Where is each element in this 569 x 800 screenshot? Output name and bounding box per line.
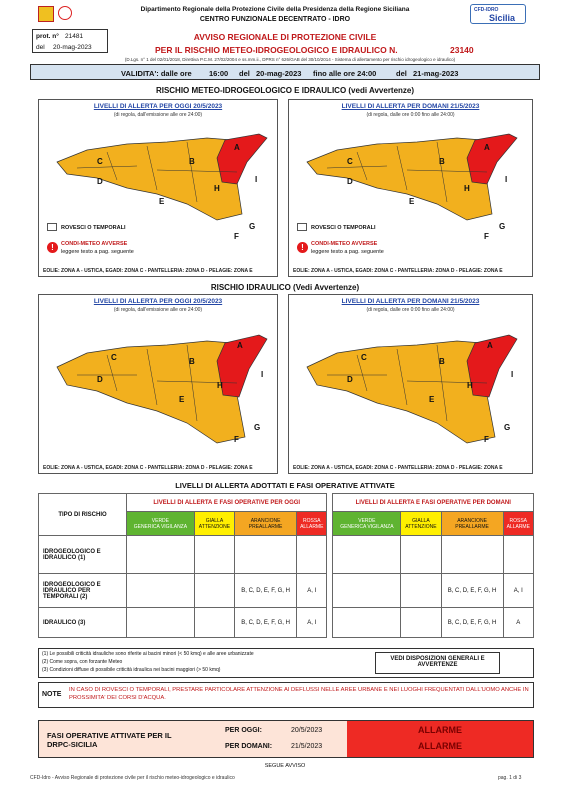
cell [333, 574, 401, 608]
legend-rovesci: ROVESCI O TEMPORALI [61, 225, 126, 231]
validita-label: VALIDITA': dalle ore [121, 69, 192, 78]
legend-rovesci: ROVESCI O TEMPORALI [311, 225, 376, 231]
tipo-header [39, 494, 127, 536]
footnote-1: (1) Le possibili criticità idrauliche sono riferite ai bacini minori (< 50 kmq) e alle aree urbanizzate [42, 651, 254, 657]
allarme-panel [347, 721, 533, 757]
map-subtitle: (di regola, dalle ore 0:00 fino alle 24:00) [366, 307, 455, 313]
col-bottom: GENERICA VIGILANZA [340, 523, 394, 530]
footnote-3: (3) Condizioni diffuse di possibile criticità idraulica nei bacini maggiori (> 50 kmq) [42, 667, 221, 673]
cell [127, 608, 195, 638]
footer-left: CFD-Idro - Avviso Regionale di protezione civile per il rischio meteo-idrogeologico e idraulico [30, 775, 235, 781]
validita-del1: del [239, 69, 250, 78]
map-title: LIVELLI DI ALLERTA PER OGGI 20/5/2023 [93, 298, 223, 305]
cell [401, 608, 441, 638]
legend-leggere: leggere testo a pag. seguente [311, 249, 384, 255]
vedi-disposizioni-link[interactable]: VEDI DISPOSIZIONI GENERALI E AVVERTENZE [375, 652, 500, 674]
zone-label-d: D [97, 177, 103, 186]
zone-label-a: A [487, 341, 493, 350]
cell: A, I [297, 608, 327, 638]
note-label: NOTE [42, 691, 62, 698]
fasi-oggi-value: ALLARME [418, 725, 462, 735]
col-gialla-oggi [194, 512, 234, 536]
col-top: ROSSA [303, 517, 321, 524]
table-row [39, 608, 534, 638]
validita-from-date: 20-mag-2023 [256, 69, 302, 78]
validita-from-time: 16:00 [209, 69, 229, 78]
map-subtitle: (di regola, dall'emissione alle ore 24:00) [113, 112, 203, 118]
zone-label-i: I [505, 175, 508, 184]
oggi-header: LIVELLI DI ALLERTA E FASI OPERATIVE PER OGGI [127, 494, 327, 512]
fasi-label: FASI OPERATIVE ATTIVATE PER IL DRPC-SICILIA [47, 731, 172, 749]
map-card-tomorrow-meteo [288, 99, 533, 277]
zone-label-c: C [111, 353, 117, 362]
cell [127, 574, 195, 608]
zone-label-h: H [467, 381, 473, 390]
zone-label-g: G [249, 222, 256, 231]
col-top: GIALLA [205, 517, 224, 524]
col-arancione-domani [441, 512, 503, 536]
zone-label-c: C [97, 157, 103, 166]
prot-label: prot. n° [36, 33, 59, 40]
validita-del2: del [396, 69, 407, 78]
cell [333, 608, 401, 638]
zone-label-f: F [484, 232, 489, 241]
map-card-today-meteo [38, 99, 278, 277]
cell: A, I [297, 574, 327, 608]
zone-label-d: D [97, 375, 103, 384]
col-bottom: PREALLARME [455, 523, 489, 530]
col-top: VERDE [151, 517, 170, 524]
zones-note: EOLIE: ZONA A - USTICA, EGADI: ZONA C - PANTELLERIA: ZONA D - PELAGIE: ZONA E [293, 465, 503, 471]
validita-to-date: 21-mag-2023 [413, 69, 459, 78]
col-top: ARANCIONE [457, 517, 487, 524]
cell [194, 608, 234, 638]
zone-label-e: E [159, 197, 165, 206]
fasi-oggi-date: 20/5/2023 [291, 727, 323, 734]
cell: B, C, D, E, F, G, H [441, 574, 503, 608]
cell [297, 536, 327, 574]
cell [194, 574, 234, 608]
col-bottom: ALLARME [506, 523, 530, 530]
row-label: IDROGEOLOGICO E IDRAULICO PER TEMPORALI (2) [39, 574, 127, 608]
legend-condimeteo: CONDI-METEO AVVERSE [61, 241, 128, 247]
row-label: IDRAULICO (3) [39, 608, 127, 638]
fasi-domani-date: 21/5/2023 [291, 743, 323, 750]
cell: A, I [503, 574, 533, 608]
zone-label-c: C [347, 157, 353, 166]
header-line1: Dipartimento Regionale della Protezione Civile della Presidenza della Regione Siciliana [140, 6, 410, 13]
zone-label-c: C [361, 353, 367, 362]
validita-bar [30, 64, 540, 80]
table-row [39, 536, 534, 574]
zone-label-d: D [347, 177, 353, 186]
fasi-domani-value: ALLARME [418, 741, 462, 751]
col-arancione-oggi [235, 512, 297, 536]
col-bottom: ATTENZIONE [198, 523, 231, 530]
cell: B, C, D, E, F, G, H [235, 608, 297, 638]
sicily-map [47, 122, 273, 230]
col-bottom: ATTENZIONE [405, 523, 437, 530]
zone-label-h: H [214, 184, 220, 193]
zone-label-a: A [234, 143, 240, 152]
zone-label-f: F [234, 435, 239, 444]
segue-avviso: SEGUE AVVISO [264, 763, 306, 769]
map-card-today-idraulico [38, 294, 278, 474]
zone-label-d: D [347, 375, 353, 384]
zone-label-i: I [511, 370, 514, 379]
col-rossa-oggi [297, 512, 327, 536]
domani-header: LIVELLI DI ALLERTA E FASI OPERATIVE PER DOMANI [333, 494, 534, 512]
cell [503, 536, 533, 574]
cell [127, 536, 195, 574]
tipo-label: TIPO DI RISCHIO [58, 511, 107, 518]
map-subtitle: (di regola, dall'emissione alle ore 24:00) [113, 307, 203, 313]
zone-label-e: E [179, 395, 185, 404]
header-line2: CENTRO FUNZIONALE DECENTRATO - IDRO [199, 16, 351, 23]
logo-text-top: CFD-IDRO [474, 7, 499, 13]
zone-label-g: G [504, 423, 511, 432]
avviso-title2: PER IL RISCHIO METEO-IDROGEOLOGICO E IDRAULICO N. [155, 45, 398, 55]
avviso-legal: (D.Lgs. n° 1 del 02/01/2018, Direttiva P.C.M. 27/02/2004 e ss.mm.ii., DPRS n° 626/GAB del 30/10/2014 - Sistema di allertamento per rischio idrogeologico e idraulico) [124, 57, 456, 62]
legend-condimeteo: CONDI-METEO AVVERSE [311, 241, 378, 247]
zone-label-g: G [254, 423, 261, 432]
cell [441, 536, 503, 574]
note-text: IN CASO DI ROVESCI O TEMPORALI, PRESTARE PARTICOLARE ATTENZIONE AI DEFLUSSI NELLE AREE URBANE E NEI LUOGHI FREQUENTATI DALL'UOMO ANCHE IN PROSSIMITA' DEI CORSI D'ACQUA. [69, 687, 529, 701]
col-bottom: ALLARME [300, 523, 324, 530]
zone-label-g: G [499, 222, 506, 231]
sicily-coat-of-arms-logo [38, 6, 54, 22]
warning-icon: ! [297, 242, 308, 253]
section2-title: RISCHIO IDRAULICO (Vedi Avvertenze) [210, 283, 360, 292]
levels-table [38, 493, 534, 638]
col-verde-oggi [127, 512, 195, 536]
footnote-2: (2) Come sopra, con forzante Meteo [42, 659, 123, 665]
col-top: ARANCIONE [250, 517, 281, 524]
zone-label-b: B [189, 157, 195, 166]
map-title: LIVELLI DI ALLERTA PER OGGI 20/5/2023 [93, 103, 223, 110]
zone-label-b: B [439, 157, 445, 166]
logo-text-bottom: Sicilia [489, 13, 516, 23]
zone-label-i: I [261, 370, 264, 379]
cell [401, 574, 441, 608]
document-page [30, 0, 540, 800]
zone-label-b: B [439, 357, 445, 366]
cell: A [503, 608, 533, 638]
table-row [39, 574, 534, 608]
levels-title: LIVELLI DI ALLERTA ADOTTATI E FASI OPERATIVE ATTIVATE [175, 481, 395, 490]
zones-note: EOLIE: ZONA A - USTICA, EGADI: ZONA C - PANTELLERIA: ZONA D - PELAGIE: ZONA E [43, 465, 253, 471]
map-card-tomorrow-idraulico [288, 294, 533, 474]
zones-note: EOLIE: ZONA A - USTICA, EGADI: ZONA C - PANTELLERIA: ZONA D - PELAGIE: ZONA E [43, 268, 253, 274]
zone-label-h: H [464, 184, 470, 193]
avviso-title1: AVVISO REGIONALE DI PROTEZIONE CIVILE [193, 32, 377, 42]
prot-del-value: 20-mag-2023 [53, 44, 92, 51]
validita-to-label: fino alle ore 24:00 [313, 69, 377, 78]
avviso-number: 23140 [450, 45, 474, 55]
section1-title: RISCHIO METEO-IDROGEOLOGICO E IDRAULICO (vedi Avvertenze) [155, 86, 415, 95]
fasi-oggi-label: PER OGGI: [225, 727, 262, 734]
prot-value: 21481 [65, 33, 84, 40]
prot-box [32, 29, 108, 53]
cell: B, C, D, E, F, G, H [235, 574, 297, 608]
cfd-idro-logo [470, 4, 526, 24]
col-top: VERDE [358, 517, 376, 524]
zone-label-a: A [237, 341, 243, 350]
zones-note: EOLIE: ZONA A - USTICA, EGADI: ZONA C - PANTELLERIA: ZONA D - PELAGIE: ZONA E [293, 268, 503, 274]
legend-leggere: leggere testo a pag. seguente [61, 249, 134, 255]
cell: B, C, D, E, F, G, H [441, 608, 503, 638]
sicily-map [297, 122, 523, 230]
zone-label-a: A [484, 143, 490, 152]
zone-label-b: B [189, 357, 195, 366]
col-top: ROSSA [509, 517, 528, 524]
col-gialla-domani [401, 512, 441, 536]
storm-icon [297, 223, 307, 231]
cell [235, 536, 297, 574]
zone-label-h: H [217, 381, 223, 390]
cell [194, 536, 234, 574]
warning-icon: ! [47, 242, 58, 253]
fasi-domani-label: PER DOMANI: [225, 743, 273, 750]
cell [333, 536, 401, 574]
map-title: LIVELLI DI ALLERTA PER DOMANI 21/5/2023 [341, 298, 480, 305]
zone-label-f: F [484, 435, 489, 444]
note-box [38, 682, 534, 708]
map-title: LIVELLI DI ALLERTA PER DOMANI 21/5/2023 [341, 103, 480, 110]
row-label: IDROGEOLOGICO E IDRAULICO (1) [39, 536, 127, 574]
col-bottom: PREALLARME [248, 523, 283, 530]
footer-right: pag. 1 di 3 [498, 775, 522, 781]
zone-label-e: E [429, 395, 435, 404]
zone-label-f: F [234, 232, 239, 241]
fasi-box [38, 720, 534, 758]
cell [401, 536, 441, 574]
map-subtitle: (di regola, dalle ore 0:00 fino alle 24:00) [366, 112, 455, 118]
protezione-civile-logo [58, 6, 72, 20]
zone-label-i: I [255, 175, 258, 184]
col-bottom: GENERICA VIGILANZA [133, 523, 188, 530]
storm-icon [47, 223, 57, 231]
col-verde-domani [333, 512, 401, 536]
col-top: GIALLA [412, 517, 430, 524]
prot-del-label: del [36, 44, 45, 51]
zone-label-e: E [409, 197, 415, 206]
col-rossa-domani [503, 512, 533, 536]
